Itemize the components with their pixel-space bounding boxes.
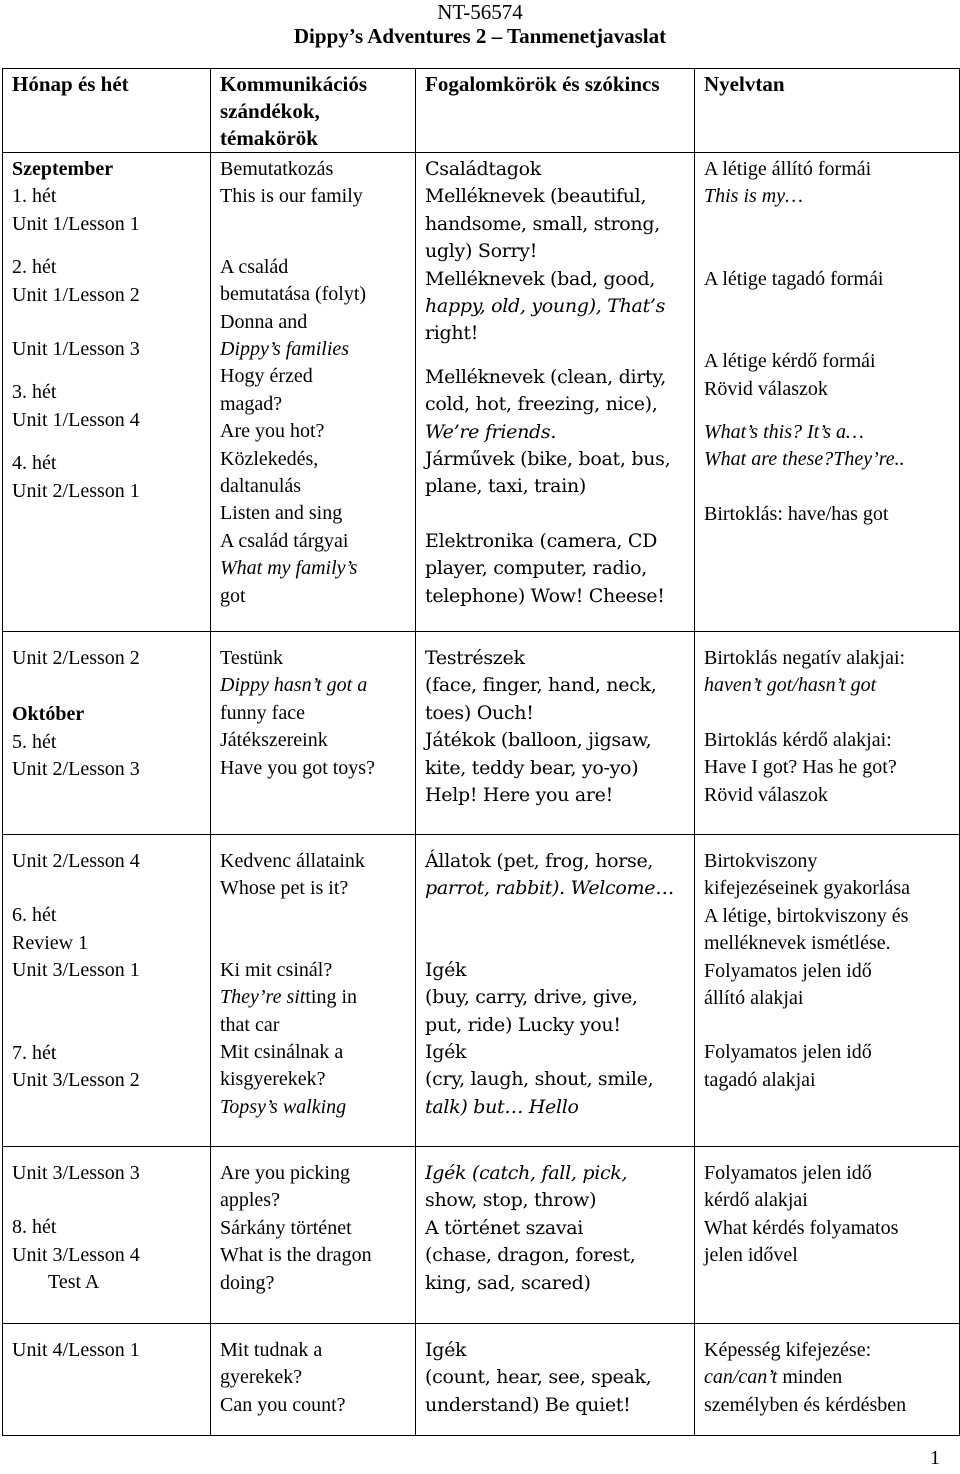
col-header-vocabulary: Fogalomkörök és szókincs (416, 69, 695, 153)
header-row (3, 69, 960, 153)
table-row (3, 632, 960, 835)
col-header-month-week: Hónap és hét (3, 69, 211, 153)
cell-vocabulary: Állatok (pet, frog, horse, parrot, rabbit). Welcome… Igék (buy, carry, drive, give, put, ride) Lucky you! Igék (cry, laugh, shout, smile, talk) but… Hello (416, 835, 695, 1147)
cell-month-week: Szeptember 1. hét Unit 1/Lesson 1 2. hét Unit 1/Lesson 2 Unit 1/Lesson 3 3. hét Unit 1/Lesson 4 4. hét Unit 2/Lesson 1 (3, 153, 211, 632)
cell-month-week: Unit 4/Lesson 1 (3, 1324, 211, 1436)
cell-month-week: Unit 2/Lesson 2 Október 5. hét Unit 2/Lesson 3 (3, 632, 211, 835)
cell-vocabulary: Igék (catch, fall, pick, show, stop, throw) A történet szavai (chase, dragon, forest, king, sad, scared) (416, 1147, 695, 1324)
cell-communication: Kedvenc állataink Whose pet is it? Ki mit csinál? They’re sitting in that car Mit csinálnak a kisgyerekek? Topsy’s walking (211, 835, 416, 1147)
document-title: Dippy’s Adventures 2 – Tanmenetjavaslat (293, 24, 667, 48)
cell-communication: Are you picking apples? Sárkány történet What is the dragon doing? (211, 1147, 416, 1324)
cell-communication: Mit tudnak a gyerekek? Can you count? (211, 1324, 416, 1436)
document-code: NT-56574 (437, 0, 523, 24)
cell-vocabulary: Családtagok Melléknevek (beautiful, handsome, small, strong, ugly) Sorry! Melléknevek (bad, good, happy, old, young), That’s right! Melléknevek (clean, dirty, cold, hot, freezing, nice), We’re friends. Járművek (bike, boat, bus, plane, taxi, train) Elektronika (camera, CD player, computer, radio, telephone) Wow! Cheese! (416, 153, 695, 632)
cell-grammar: Birtoklás negatív alakjai: haven’t got/hasn’t got Birtoklás kérdő alakjai: Have I got? Has he got? Rövid válaszok (695, 632, 960, 835)
page-number: 1 (930, 1447, 940, 1469)
cell-grammar: Folyamatos jelen idő kérdő alakjai What kérdés folyamatos jelen idővel (695, 1147, 960, 1324)
col-header-grammar: Nyelvtan (695, 69, 960, 153)
col-header-communication: Kommunikációs szándékok, témakörök (211, 69, 416, 153)
cell-grammar: A létige állító formái This is my… A létige tagadó formái A létige kérdő formái Rövid válaszok What’s this? It’s a… What are these?They’re.. Birtoklás: have/has got (695, 153, 960, 632)
cell-month-week: Unit 3/Lesson 3 8. hét Unit 3/Lesson 4 Test A (3, 1147, 211, 1324)
table-row (3, 153, 960, 632)
cell-vocabulary: Igék (count, hear, see, speak, understand) Be quiet! (416, 1324, 695, 1436)
table-row (3, 1324, 960, 1436)
syllabus-table (2, 68, 960, 1436)
cell-communication: Bemutatkozás This is our family A család bemutatása (folyt) Donna and Dippy’s families Hogy érzed magad? Are you hot? Közlekedés, daltanulás Listen and sing A család tárgyai What my family’s got (211, 153, 416, 632)
cell-month-week: Unit 2/Lesson 4 6. hét Review 1 Unit 3/Lesson 1 7. hét Unit 3/Lesson 2 (3, 835, 211, 1147)
table-row (3, 835, 960, 1147)
cell-grammar: Birtokviszony kifejezéseinek gyakorlása A létige, birtokviszony és melléknevek ismétlése. Folyamatos jelen idő állító alakjai Folyamatos jelen idő tagadó alakjai (695, 835, 960, 1147)
cell-grammar: Képesség kifejezése: can/can’t minden személyben és kérdésben (695, 1324, 960, 1436)
cell-communication: Testünk Dippy hasn’t got a funny face Játékszereink Have you got toys? (211, 632, 416, 835)
table-row (3, 1147, 960, 1324)
cell-vocabulary: Testrészek (face, finger, hand, neck, toes) Ouch! Játékok (balloon, jigsaw, kite, teddy bear, yo-yo) Help! Here you are! (416, 632, 695, 835)
